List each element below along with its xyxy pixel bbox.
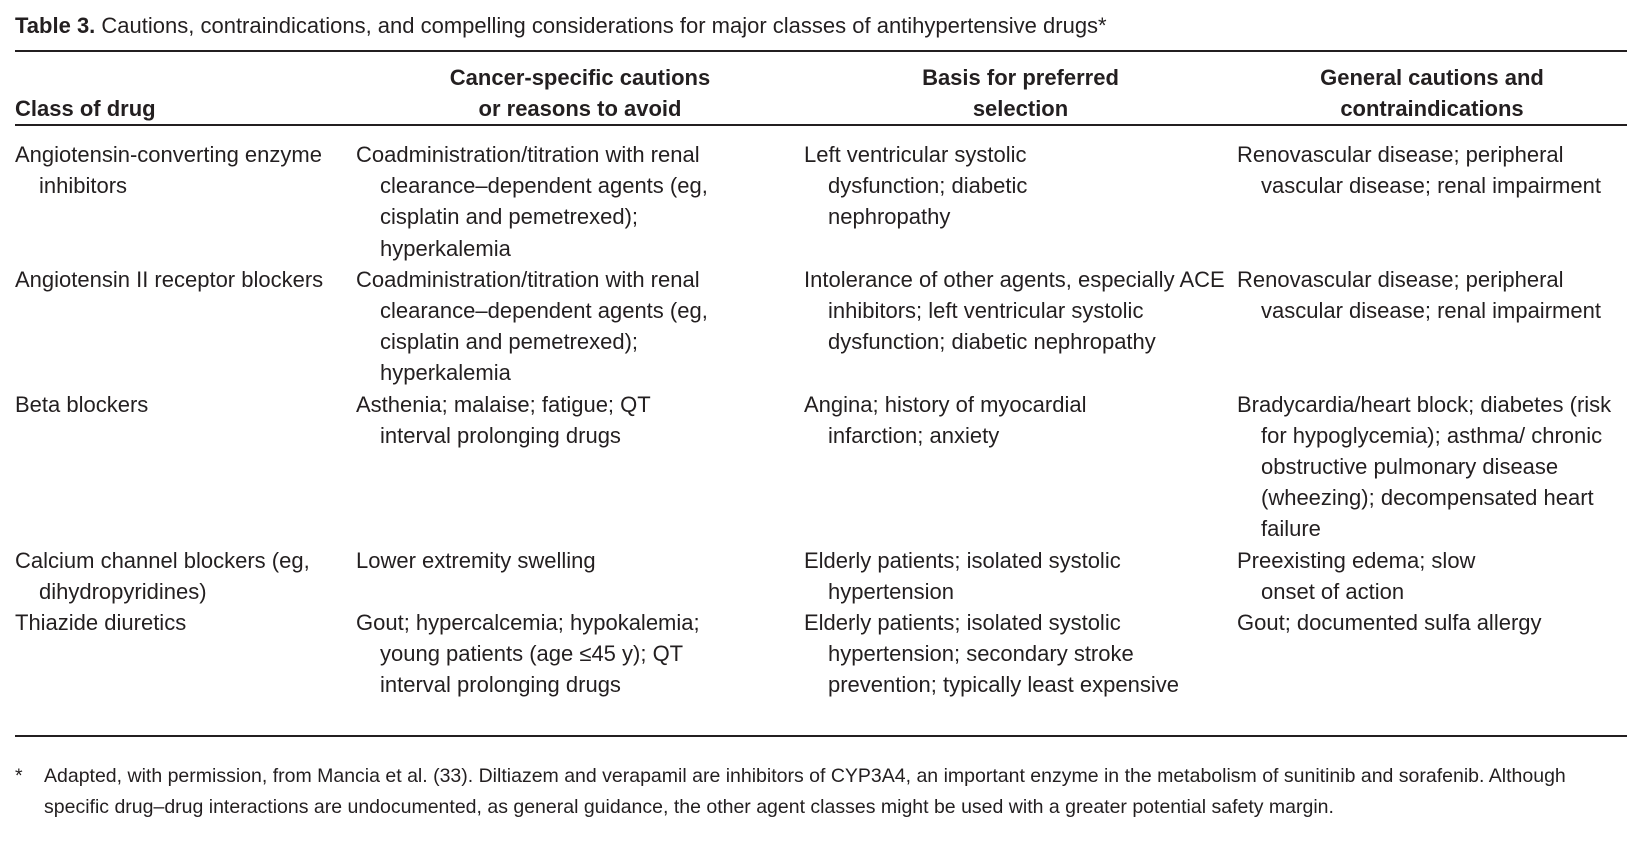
table-footnote bbox=[15, 761, 1635, 823]
cell-general-cautions: Renovascular disease; peripheral vascular disease; renal impairment bbox=[1237, 266, 1601, 324]
header-line: Basis for preferred bbox=[922, 64, 1119, 90]
cell-class: Calcium channel blockers (eg, dihydropyridines) bbox=[15, 547, 310, 604]
top-rule bbox=[15, 50, 1627, 52]
header-line: selection bbox=[972, 95, 1069, 121]
cell-preferred-selection: Angina; history of myocardial infarction; anxiety bbox=[804, 391, 1087, 448]
table-title: Cautions, contraindications, and compelling considerations for major classes of antihypertensive drugs* bbox=[101, 13, 1107, 38]
table-row bbox=[15, 545, 1627, 607]
cell-class: Beta blockers bbox=[15, 391, 149, 417]
table-header bbox=[15, 60, 1627, 124]
table-label: Table 3. bbox=[15, 13, 96, 38]
cell-general-cautions: Bradycardia/heart block; diabetes (risk for hypoglycemia); asthma/ chronic obstructive pulmonary disease (wheezing); decompensated heart failure bbox=[1237, 391, 1612, 542]
footnote-text: Adapted, with permission, from Mancia et al. (33). Diltiazem and verapamil are inhibitors of CYP3A4, an important enzyme in the metabolism of sunitinib and sorafenib. Although specific drug–drug interactions are undocumented, as general guidance, the other agent classes might be used with a greater potential safety margin. bbox=[44, 765, 1566, 818]
cell-class: Angiotensin II receptor blockers bbox=[15, 266, 324, 292]
cell-general-cautions: Gout; documented sulfa allergy bbox=[1237, 610, 1542, 636]
table-row bbox=[15, 389, 1627, 545]
table-row bbox=[15, 139, 1627, 264]
cell-cancer-cautions: Coadministration/titration with renal clearance–dependent agents (eg, cisplatin and pemetrexed); hyperkalemia bbox=[356, 266, 708, 386]
cell-general-cautions: Renovascular disease; peripheral vascular disease; renal impairment bbox=[1237, 142, 1601, 199]
cell-preferred-selection: Elderly patients; isolated systolic hypertension; secondary stroke prevention; typically least expensive bbox=[804, 610, 1179, 698]
header-line: Cancer-specific cautions bbox=[449, 64, 711, 90]
header-line: Class of drug bbox=[15, 95, 156, 121]
header-line: General cautions and bbox=[1320, 64, 1544, 90]
table-row bbox=[15, 264, 1627, 389]
cell-class: Angiotensin-converting enzyme inhibitors bbox=[15, 142, 322, 199]
cell-cancer-cautions: Gout; hypercalcemia; hypokalemia; young patients (age ≤45 y); QT interval prolonging drugs bbox=[356, 610, 700, 698]
header-rule bbox=[15, 124, 1627, 126]
cell-general-cautions: Preexisting edema; slow onset of action bbox=[1237, 547, 1476, 604]
cell-class: Thiazide diuretics bbox=[15, 610, 187, 636]
cell-preferred-selection: Intolerance of other agents, especially ACE inhibitors; left ventricular systolic dysfunction; diabetic nephropathy bbox=[804, 266, 1225, 355]
header-line: contraindications bbox=[1340, 95, 1524, 121]
column-header-class bbox=[15, 60, 356, 124]
cell-cancer-cautions: Coadministration/titration with renal clearance–dependent agents (eg, cisplatin and pemetrexed); hyperkalemia bbox=[356, 142, 708, 261]
column-header-cancer-cautions bbox=[356, 60, 804, 124]
cell-cancer-cautions: Lower extremity swelling bbox=[356, 547, 596, 573]
cell-preferred-selection: Elderly patients; isolated systolic hypertension bbox=[804, 547, 1121, 604]
column-header-preferred-selection bbox=[804, 60, 1237, 124]
cell-cancer-cautions: Asthenia; malaise; fatigue; QT interval prolonging drugs bbox=[356, 391, 651, 448]
table-row bbox=[15, 607, 1627, 701]
bottom-rule bbox=[15, 735, 1627, 737]
header-line: or reasons to avoid bbox=[478, 95, 682, 121]
table-caption bbox=[15, 11, 1107, 41]
table-body bbox=[15, 139, 1627, 701]
cell-preferred-selection: Left ventricular systolic dysfunction; diabetic nephropathy bbox=[804, 142, 1028, 230]
column-header-general-cautions bbox=[1237, 60, 1627, 124]
footnote-marker: * bbox=[15, 765, 23, 787]
